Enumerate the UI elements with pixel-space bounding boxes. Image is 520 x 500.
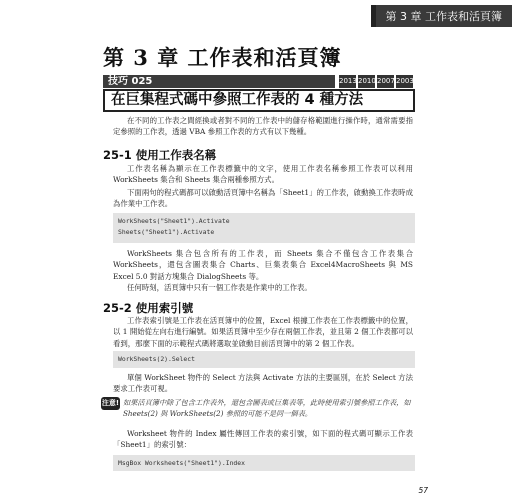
version-badge: 2003 (396, 75, 413, 88)
section-heading: 25-1 使用工作表名稱 (103, 148, 217, 162)
version-badge: 2010 (358, 75, 375, 88)
code-block (113, 455, 415, 471)
note-text: 如果活頁簿中除了包含工作表外，還包含圖表或巨集表等，此時使用索引號參照工作表，如 Sheets(2) 與 WorkSheets(2) 參照的可能不是同一個表。 (123, 398, 411, 419)
version-badge: 2013 (339, 75, 356, 88)
paragraph: WorkSheets 集合包含所有的工作表，而 Sheets 集合不僅包含工作表集合 WorkSheets，還包含圖表集合 Charts、巨集表集合 Excel4MacroSheets 與 MS Excel 5.0 對話方塊集合 DialogSheets 等。 (113, 249, 413, 281)
paragraph: 單個 WorkSheet 物件的 Select 方法與 Activate 方法的主要區別，在於 Select 方法要求工作表可視。 (113, 373, 413, 394)
code-block (113, 351, 415, 368)
paragraph: 任何時刻，活頁簿中只有一個工作表是作業中的工作表。 (127, 283, 312, 292)
paragraph: 工作表索引號是工作表在活頁簿中的位置，Excel 根據工作表在工作表標籤中的位置，以 1 開始從左向右進行編號。如果活頁簿中至少存在兩個工作表，並且第 2 個工作表都可以看到，那麼下面的示範程式碼將選取並啟動目前活頁簿中的第 2 個工作表。 (113, 316, 413, 348)
version-badge: 2007 (377, 75, 394, 88)
version-badges (339, 75, 413, 88)
note-badge: 注意! (101, 397, 120, 410)
tip-header (103, 75, 415, 88)
code-line: MsgBox Worksheets("Sheet1").Index (118, 459, 245, 467)
chapter-title: 第 3 章 工作表和活頁簿 (103, 45, 342, 70)
tip-title: 在巨集程式碼中參照工作表的 4 種方法 (103, 89, 415, 112)
page-number: 57 (418, 486, 428, 495)
intro-paragraph: 在不同的工作表之間經換或者對不同的工作表中的儲存格範圍進行操作時，通常需要指定參照的工作表，透過 VBA 參照工作表的方式有以下幾種。 (113, 116, 413, 137)
code-line: WorkSheets("Sheet1").Activate (118, 217, 230, 225)
paragraph: 工作表名稱為顯示在工作表標籤中的文字，使用工作表名稱參照工作表可以利用 WorkSheets 集合和 Sheets 集合兩種參照方式。 (113, 164, 413, 185)
code-line: Sheets("Sheet1").Activate (118, 228, 215, 236)
running-header (371, 5, 513, 27)
section-heading: 25-2 使用索引號 (103, 301, 194, 315)
paragraph: 下面兩句的程式碼都可以啟動活頁簿中名稱為「Sheet1」的工作表，啟動換工作表時成為作業中工作表。 (113, 188, 413, 209)
paragraph: Worksheet 物件的 Index 屬性傳回工作表的索引號，如下面的程式碼可顯示工作表「Sheet1」的索引號： (113, 429, 413, 450)
code-block (113, 213, 415, 243)
running-header-title: 第 3 章 工作表和活頁簿 (376, 5, 513, 27)
code-line: WorkSheets(2).Select (118, 355, 195, 363)
tip-label: 技巧 025 (103, 75, 335, 88)
